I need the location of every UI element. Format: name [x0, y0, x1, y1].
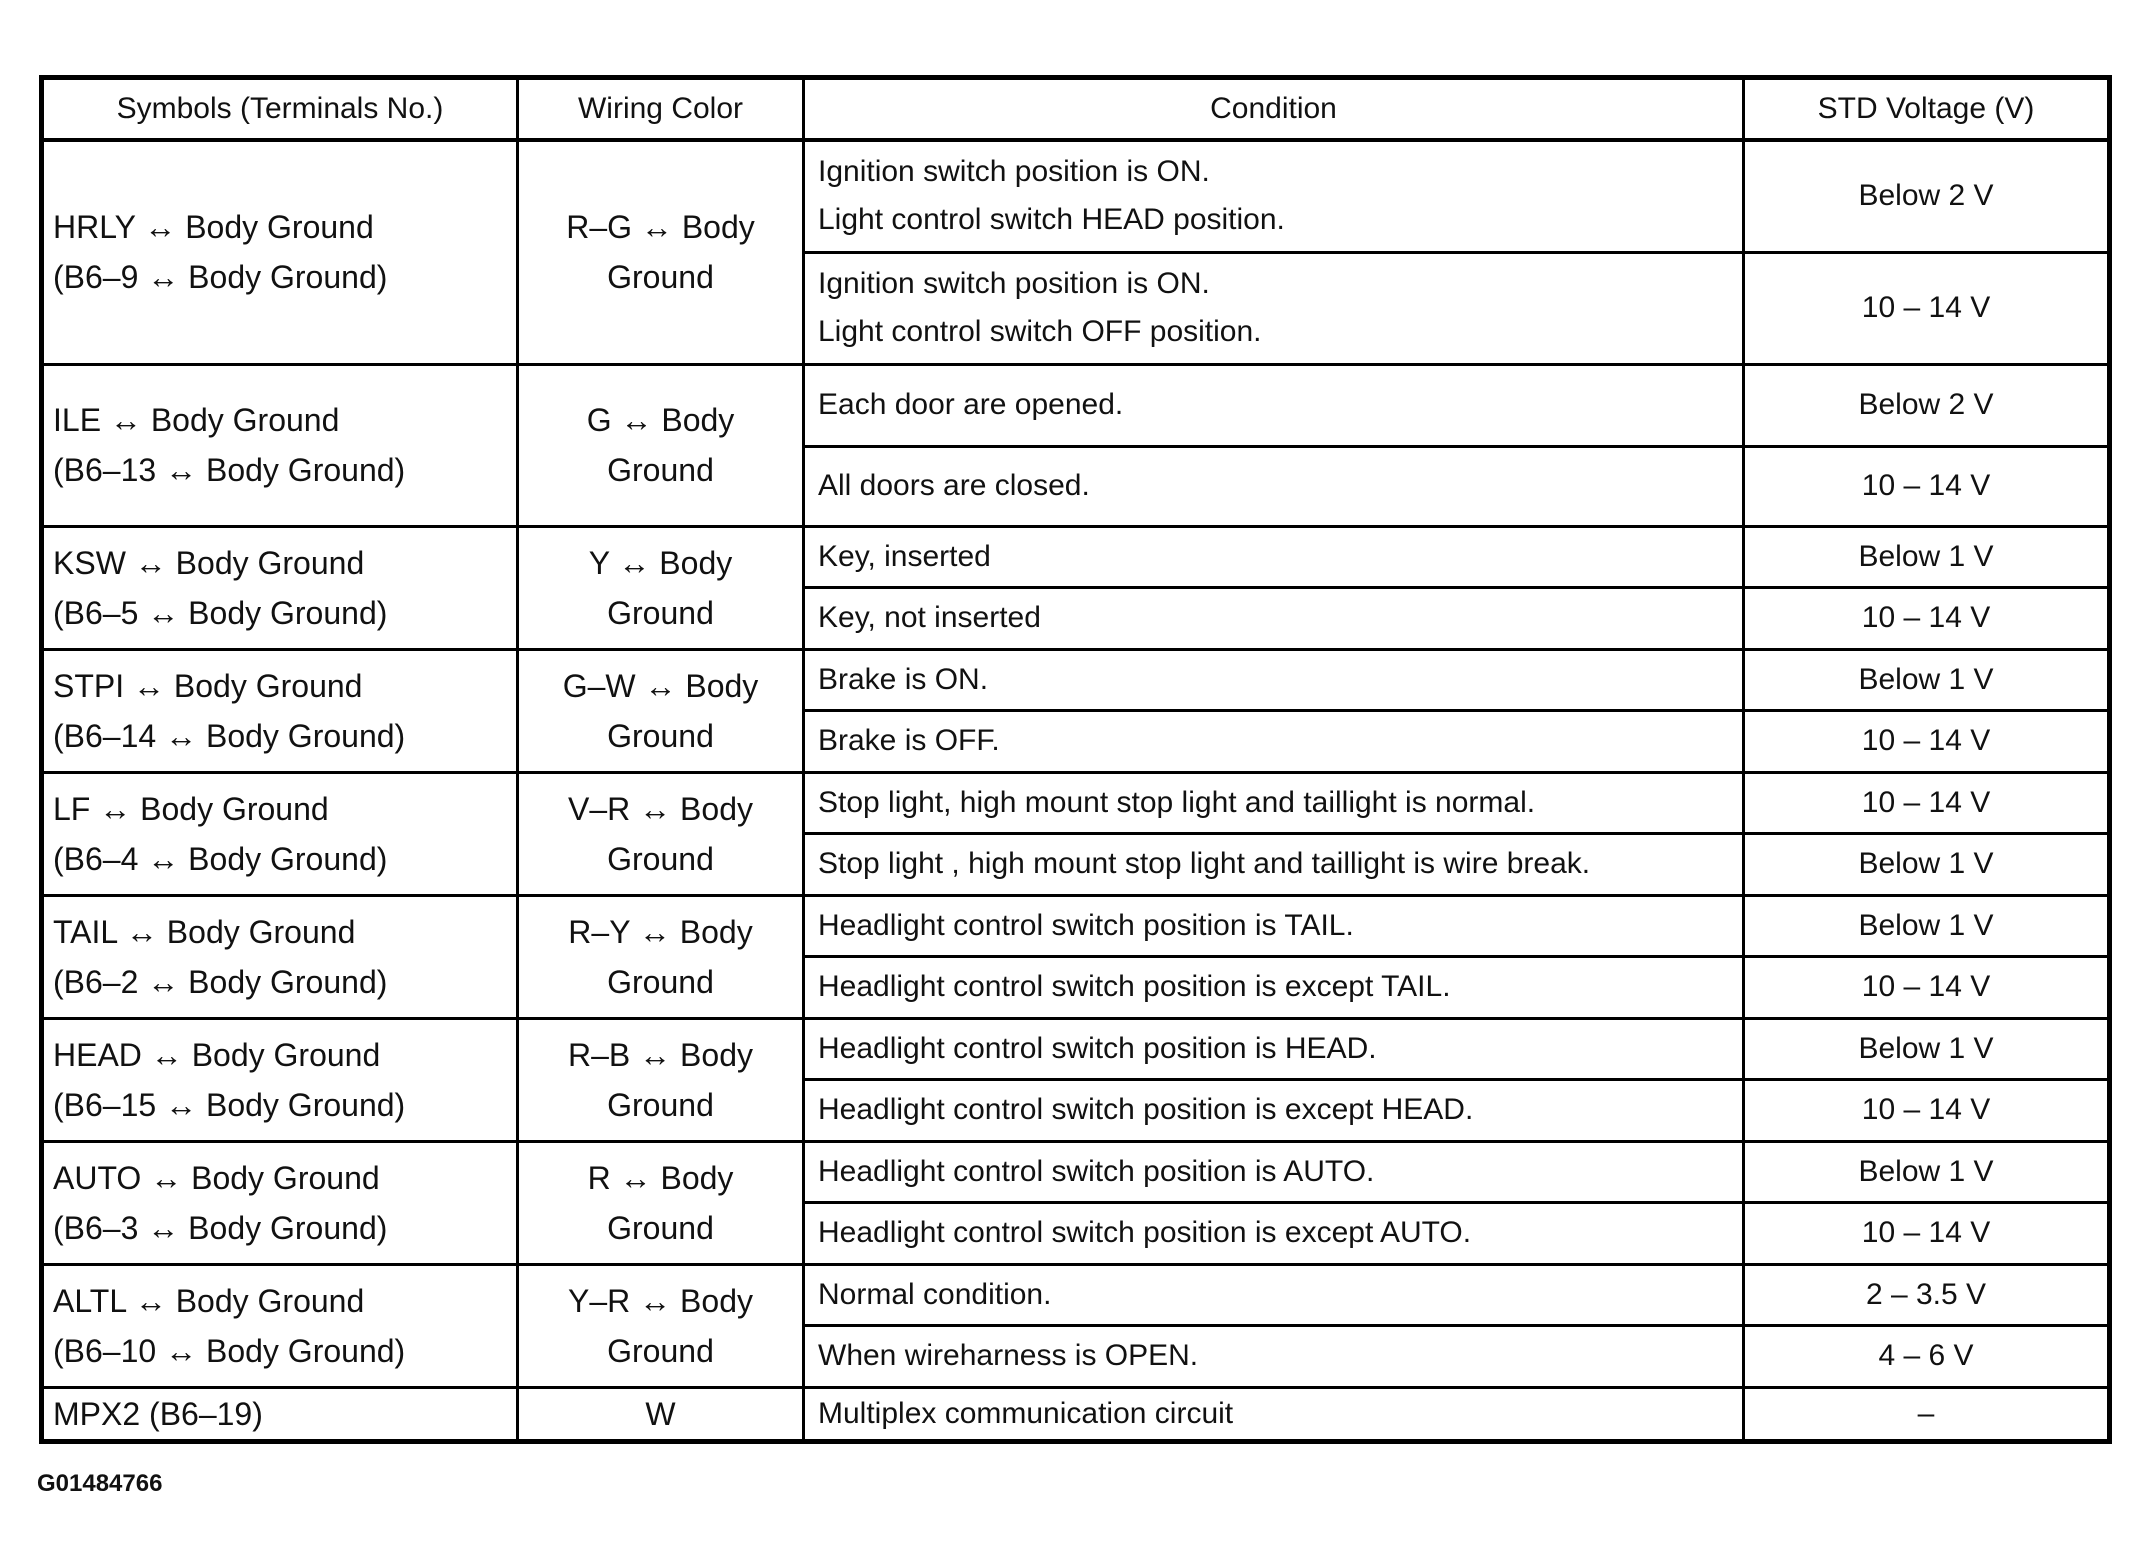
std-voltage-cell: 10 – 14 V [1744, 1079, 2110, 1141]
condition-cell [804, 1202, 1744, 1264]
symbol-text: ILE ↔ Body Ground [53, 402, 340, 438]
symbol-text: (B6–10 ↔ Body Ground) [53, 1332, 406, 1369]
condition-cell [804, 895, 1744, 956]
std-voltage-cell: Below 2 V [1744, 140, 2110, 252]
condition-cell [804, 587, 1744, 649]
symbol-text: (B6–14 ↔ Body Ground) [53, 717, 406, 754]
table-row [42, 364, 2110, 446]
terminal-voltage-table [39, 75, 2112, 1444]
wiring-color-cell [518, 895, 804, 1018]
symbol-cell [42, 895, 518, 1018]
condition-text: All doors are closed. [818, 469, 1090, 502]
std-voltage-cell: 10 – 14 V [1744, 1202, 2110, 1264]
condition-text: Key, inserted [818, 539, 991, 573]
std-voltage-cell: 10 – 14 V [1744, 587, 2110, 649]
std-voltage-cell: 2 – 3.5 V [1744, 1264, 2110, 1325]
condition-cell [804, 710, 1744, 772]
condition-cell [804, 833, 1744, 895]
header-wiring-color: Wiring Color [518, 78, 804, 141]
symbol-text: HRLY ↔ Body Ground [53, 209, 374, 246]
condition-cell [804, 446, 1744, 526]
wiring-color-cell [518, 772, 804, 895]
wiring-color-text: R–Y ↔ Body [568, 913, 753, 950]
condition-text: Light control switch OFF position. [818, 315, 1262, 348]
table-row [42, 1018, 2110, 1079]
std-voltage-cell: 10 – 14 V [1744, 956, 2110, 1018]
symbol-text: STPI ↔ Body Ground [53, 667, 363, 704]
symbol-text: HEAD ↔ Body Ground [53, 1036, 381, 1073]
symbol-text: ALTL ↔ Body Ground [53, 1282, 365, 1319]
condition-cell [804, 1018, 1744, 1079]
condition-text: Stop light, high mount stop light and taillight is normal. [818, 785, 1536, 819]
std-voltage-cell: Below 1 V [1744, 833, 2110, 895]
symbol-text: LF ↔ Body Ground [53, 790, 329, 827]
std-voltage-cell: 10 – 14 V [1744, 252, 2110, 364]
symbol-text: (B6–2 ↔ Body Ground) [53, 963, 388, 1000]
condition-cell [804, 649, 1744, 710]
symbol-text: AUTO ↔ Body Ground [53, 1159, 380, 1196]
wiring-color-cell [518, 1387, 804, 1441]
symbol-text: (B6–4 ↔ Body Ground) [53, 840, 388, 877]
wiring-color-text: G–W ↔ Body [562, 667, 759, 704]
condition-cell [804, 956, 1744, 1018]
wiring-color-text: R–B ↔ Body [568, 1036, 753, 1073]
table-row [42, 1387, 2110, 1441]
symbol-cell [42, 140, 518, 364]
wiring-color-text: R–G ↔ Body [566, 209, 755, 246]
std-voltage-cell: Below 1 V [1744, 1018, 2110, 1079]
symbol-cell [42, 772, 518, 895]
wiring-color-text: Ground [607, 963, 714, 1000]
table-row [42, 1264, 2110, 1325]
std-voltage-cell: 10 – 14 V [1744, 710, 2110, 772]
header-std-voltage: STD Voltage (V) [1744, 78, 2110, 141]
condition-text: Ignition switch position is ON. [818, 267, 1210, 300]
wiring-color-text: V–R ↔ Body [568, 790, 753, 827]
condition-cell [804, 1325, 1744, 1387]
condition-text: Headlight control switch position is except HEAD. [818, 1093, 1474, 1126]
symbol-cell [42, 1387, 518, 1441]
condition-text: Headlight control switch position is AUTO. [818, 1154, 1375, 1188]
condition-cell [804, 1264, 1744, 1325]
symbol-cell [42, 364, 518, 526]
wiring-color-cell [518, 1264, 804, 1387]
condition-text: Stop light , high mount stop light and taillight is wire break. [818, 847, 1591, 880]
condition-text: Multiplex communication circuit [818, 1396, 1234, 1430]
table-row [42, 772, 2110, 833]
wiring-color-text: G ↔ Body [586, 402, 735, 438]
std-voltage-cell: Below 1 V [1744, 1141, 2110, 1202]
symbol-cell [42, 1264, 518, 1387]
wiring-color-cell [518, 649, 804, 772]
std-voltage-cell: Below 1 V [1744, 649, 2110, 710]
table-row [42, 1141, 2110, 1202]
condition-cell [804, 1141, 1744, 1202]
symbol-text: KSW ↔ Body Ground [53, 544, 365, 581]
wiring-color-text: Ground [607, 1209, 714, 1246]
symbol-cell [42, 649, 518, 772]
wiring-color-text: Ground [607, 594, 714, 631]
condition-text: Key, not inserted [818, 601, 1041, 634]
wiring-color-text: Ground [607, 1332, 714, 1369]
figure-id: G01484766 [37, 1470, 163, 1497]
wiring-color-text: W [645, 1395, 676, 1432]
wiring-color-cell [518, 1141, 804, 1264]
condition-cell [804, 772, 1744, 833]
condition-text: Brake is ON. [818, 662, 989, 696]
wiring-color-text: Ground [607, 1086, 714, 1123]
wiring-color-cell [518, 140, 804, 364]
condition-cell [804, 140, 1744, 252]
condition-text: When wireharness is OPEN. [818, 1339, 1199, 1372]
symbol-cell [42, 1018, 518, 1141]
std-voltage-cell: Below 1 V [1744, 895, 2110, 956]
condition-text: Each door are opened. [818, 388, 1124, 421]
condition-text: Headlight control switch position is except TAIL. [818, 970, 1451, 1003]
symbol-text: (B6–13 ↔ Body Ground) [53, 452, 406, 488]
condition-cell [804, 526, 1744, 587]
symbol-text: MPX2 (B6–19) [53, 1395, 263, 1432]
condition-text: Headlight control switch position is TAIL. [818, 908, 1354, 942]
symbol-text: (B6–5 ↔ Body Ground) [53, 594, 388, 631]
wiring-color-text: Ground [607, 259, 714, 296]
condition-text: Brake is OFF. [818, 724, 1000, 757]
wiring-color-cell [518, 526, 804, 649]
table-row [42, 895, 2110, 956]
symbol-cell [42, 526, 518, 649]
table-row [42, 649, 2110, 710]
wiring-color-text: Y ↔ Body [588, 544, 733, 581]
table-row [42, 526, 2110, 587]
condition-cell [804, 364, 1744, 446]
table-row [42, 140, 2110, 252]
wiring-color-text: Y–R ↔ Body [568, 1282, 753, 1319]
condition-text: Headlight control switch position is except AUTO. [818, 1216, 1472, 1249]
wiring-color-text: R ↔ Body [587, 1159, 734, 1196]
header-symbols: Symbols (Terminals No.) [42, 78, 518, 141]
symbol-text: (B6–9 ↔ Body Ground) [53, 259, 388, 296]
wiring-color-text: Ground [607, 452, 714, 488]
std-voltage-cell: Below 2 V [1744, 364, 2110, 446]
wiring-color-text: Ground [607, 840, 714, 877]
symbol-text: TAIL ↔ Body Ground [53, 913, 356, 950]
std-voltage-cell: 10 – 14 V [1744, 446, 2110, 526]
condition-cell [804, 1387, 1744, 1441]
std-voltage-cell: 10 – 14 V [1744, 772, 2110, 833]
condition-text: Light control switch HEAD position. [818, 203, 1285, 237]
header-row [42, 78, 2110, 141]
condition-cell [804, 252, 1744, 364]
symbol-cell [42, 1141, 518, 1264]
wiring-color-cell [518, 1018, 804, 1141]
header-condition: Condition [804, 78, 1744, 141]
std-voltage-cell: 4 – 6 V [1744, 1325, 2110, 1387]
condition-text: Headlight control switch position is HEAD. [818, 1031, 1377, 1065]
wiring-color-cell [518, 364, 804, 526]
symbol-text: (B6–3 ↔ Body Ground) [53, 1209, 388, 1246]
symbol-text: (B6–15 ↔ Body Ground) [53, 1086, 406, 1123]
condition-cell [804, 1079, 1744, 1141]
std-voltage-cell: Below 1 V [1744, 526, 2110, 587]
condition-text: Ignition switch position is ON. [818, 155, 1210, 189]
std-voltage-cell: – [1744, 1387, 2110, 1441]
wiring-color-text: Ground [607, 717, 714, 754]
condition-text: Normal condition. [818, 1277, 1052, 1311]
